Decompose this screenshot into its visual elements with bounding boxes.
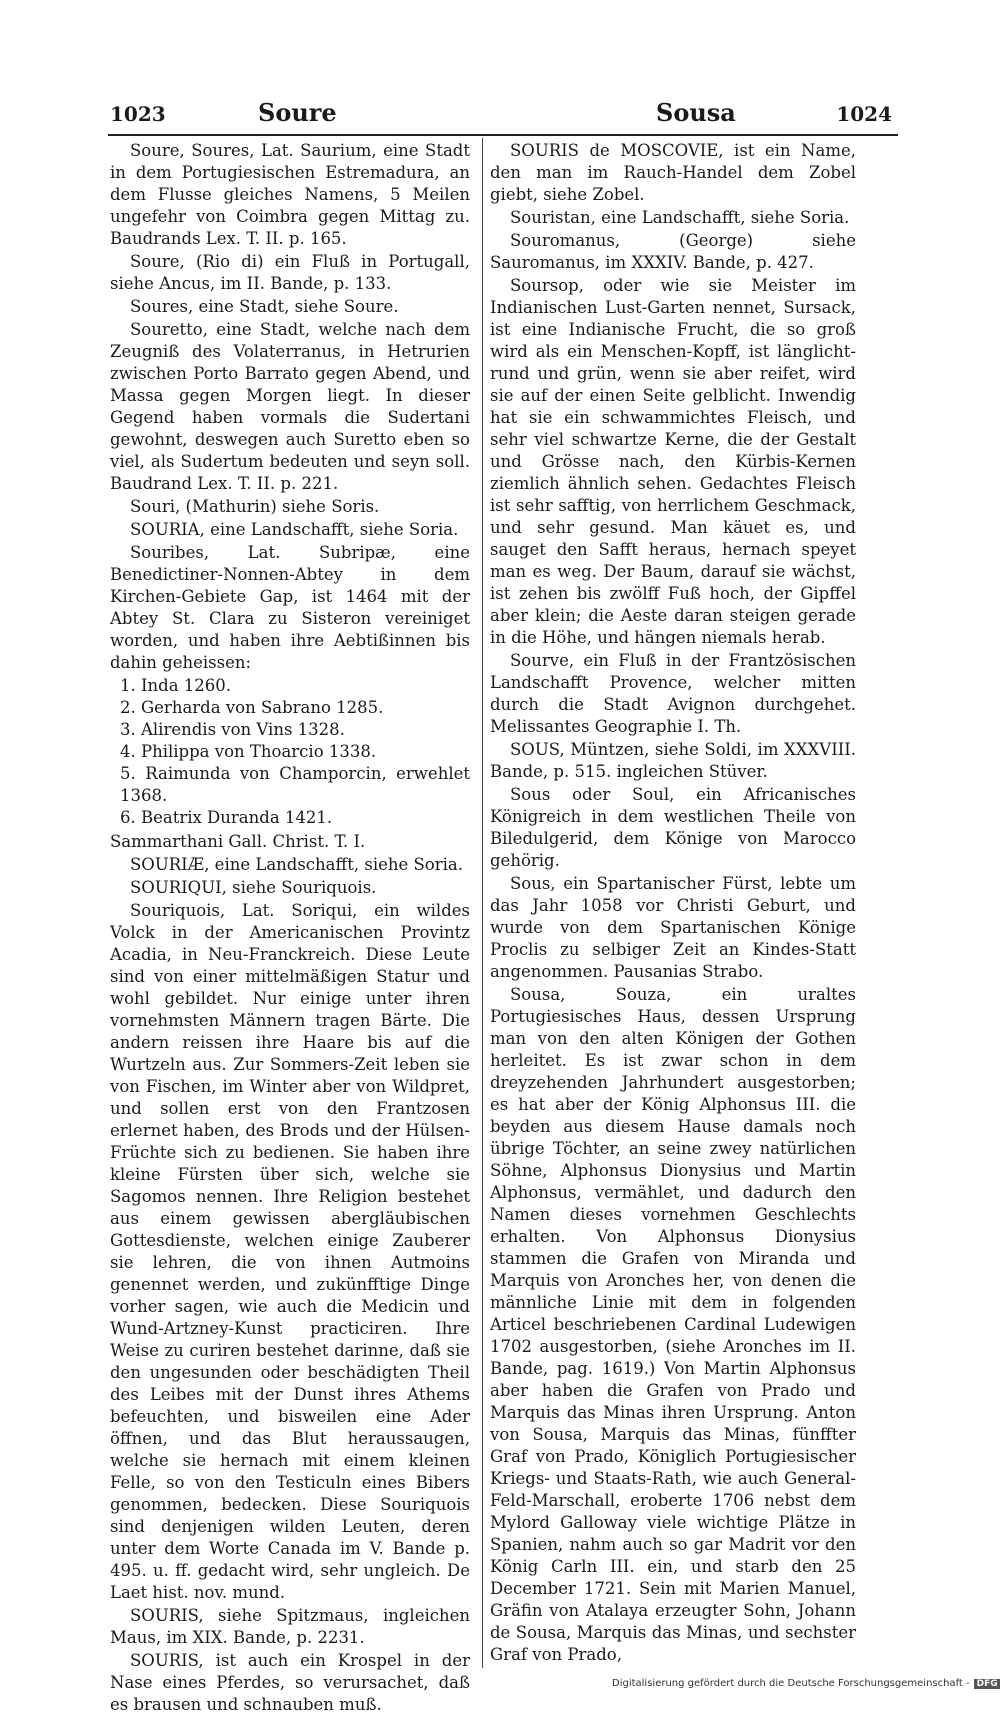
entry-soures: Soures, eine Stadt, siehe Soure. — [130, 297, 399, 316]
entry-souromanus: Souromanus, (George) siehe Sauromanus, im XXXIV. Bande, p. 427. — [490, 231, 856, 272]
entry-souribes: Souribes, Lat. Subripæ, eine Benedictiner-Nonnen-Abtey in dem Kirchen-Gebiete Gap, ist 1464 mit der Abtey St. Clara zu Sisteron vereiniget worden, und haben ihre Aebtißinnen bis dahin geheissen: — [110, 543, 470, 672]
entry-soure-rio: Soure, (Rio di) ein Fluß in Portugall, siehe Ancus, im II. Bande, p. 133. — [110, 252, 470, 293]
dfg-logo: DFG — [974, 1679, 1000, 1689]
entry-souris-moscovie: SOURIS de MOSCOVIE, ist ein Name, den man im Rauch-Handel dem Zobel giebt, siehe Zobel. — [490, 141, 856, 204]
entry-souris-nase: SOURIS, ist auch ein Krospel in der Nase eines Pferdes, so verursachet, daß es brausen und schnauben muß. — [110, 1651, 470, 1714]
page-number-right: 1024 — [836, 102, 892, 126]
entry-souretto: Souretto, eine Stadt, welche nach dem Zeugniß des Volaterranus, in Hetrurien zwischen Porto Barrato gegen Abend, und Massa gegen Morgen liegt. In dieser Gegend haben vormals die Sudertani gewohnt, deswegen auch Suretto eben so viel, als Sudertum bedeuten und seyn soll. Baudrand Lex. T. II. p. 221. — [110, 320, 470, 493]
list-item: 3. Alirendis von Vins 1328. — [120, 720, 345, 739]
entry-sous-koenigreich: Sous oder Soul, ein Africanisches Königreich in dem westlichen Theile von Biledulgerid, dem Könige von Marocco gehörig. — [490, 785, 856, 870]
right-column — [490, 140, 856, 1667]
list-item: 5. Raimunda von Champorcin, erwehlet 1368. — [120, 764, 470, 805]
list-item: 4. Philippa von Thoarcio 1338. — [120, 742, 377, 761]
entry-soursop: Soursop, oder wie sie Meister im Indianischen Lust-Garten nennet, Sursack, ist eine Indianische Frucht, die so groß wird als ein Menschen-Kopff, ist länglicht-rund und grün, wenn sie aber reifet, wird sie auf der einen Seite gelblicht. Inwendig hat sie ein schwammichtes Fleisch, und sehr viel schwartze Kerne, die der Gestalt und Grösse nach, den Kürbis-Kernen ziemlich ähnlich sehen. Gedachtes Fleisch ist sehr safftig, von herrlichem Geschmack, und sehr gesund. Man käuet es, und sauget den Safft heraus, hernach speyet man es weg. Der Baum, darauf sie wächst, ist zehen bis zwölff Fuß hoch, der Gipffel aber klein; die Aeste daran steigen gerade in die Höhe, und hängen niemals herab. — [490, 276, 856, 647]
entry-sousa: Sousa, Souza, ein uraltes Portugiesisches Haus, dessen Ursprung man von den alten Königen der Gothen herleitet. Es ist zwar schon in dem dreyzehenden Jahrhundert ausgestorben; es hat aber der König Alphonsus III. die beyden aus diesem Hause damals noch übrige Töchter, an seine zwey natürlichen Söhne, Alphonsus Dionysius und Martin Alphonsus, vermählet, und dadurch den Namen dieses vornehmen Geschlechts erhalten. Von Alphonsus Dionysius stammen die Grafen von Miranda und Marquis von Aronches her, von denen die männliche Linie mit dem in folgenden Articel beschriebenen Cardinal Ludewigen 1702 ausgestorben, (siehe Aronches im II. Bande, pag. 1619.) Von Martin Alphonsus aber haben die Grafen von Prado und Marquis das Minas ihren Ursprung. Anton von Sousa, Marquis das Minas, fünffter Graf von Prado, Königlich Portugiesischer Kriegs- und Staats-Rath, wie auch General-Feld-Marschall, eroberte 1706 nebst dem Mylord Galloway viele wichtige Plätze in Spanien, nahm auch so gar Madrit vor den König Carln III. ein, und starb den 25 December 1721. Sein mit Marien Manuel, Gräfin von Atalaya erzeugter Sohn, Johann de Sousa, Marquis das Minas, und sechster Graf von Prado, — [490, 985, 856, 1664]
list-item: 2. Gerharda von Sabrano 1285. — [120, 698, 384, 717]
list-item: 6. Beatrix Duranda 1421. — [120, 808, 333, 827]
left-column — [110, 140, 470, 1717]
footer-credit: Digitalisierung gefördert durch die Deutsche Forschungsgemeinschaft - — [612, 1678, 970, 1689]
entry-soure: Soure, Soures, Lat. Saurium, eine Stadt in dem Portugiesischen Estremadura, an dem Flusse gleiches Namens, 5 Meilen ungefehr von Coimbra gegen Mittag zu. Baudrands Lex. T. II. p. 165. — [110, 141, 470, 248]
digitization-footer — [612, 1678, 998, 1694]
page-header — [110, 96, 892, 136]
entry-souria: SOURIA, eine Landschafft, siehe Soria. — [130, 520, 459, 539]
entry-sous-muentzen: SOUS, Müntzen, siehe Soldi, im XXXVIII. Bande, p. 515. ingleichen Stüver. — [490, 740, 856, 781]
entry-souri: Souri, (Mathurin) siehe Soris. — [130, 497, 380, 516]
page-number-left: 1023 — [110, 102, 166, 126]
abbess-list — [110, 675, 470, 829]
list-item: 1. Inda 1260. — [120, 676, 232, 695]
entry-souriae: SOURIÆ, eine Landschafft, siehe Soria. — [130, 855, 463, 874]
catchword-left: Soure — [258, 98, 337, 127]
entry-souristan: Souristan, eine Landschafft, siehe Soria. — [510, 208, 850, 227]
entry-souris: SOURIS, siehe Spitzmaus, ingleichen Maus, im XIX. Bande, p. 2231. — [110, 1606, 470, 1647]
column-divider — [482, 138, 483, 1668]
source-sammarthani: Sammarthani Gall. Christ. T. I. — [110, 832, 366, 851]
entry-souriqui: SOURIQUI, siehe Souriquois. — [130, 878, 377, 897]
header-rule — [108, 134, 898, 136]
entry-sourve: Sourve, ein Fluß in der Frantzösischen Landschafft Provence, welcher mitten durch die Stadt Avignon durchgehet. Melissantes Geographie I. Th. — [490, 651, 856, 736]
catchword-right: Sousa — [656, 98, 736, 127]
entry-sous-fuerst: Sous, ein Spartanischer Fürst, lebte um das Jahr 1058 vor Christi Geburt, und wurde von dem Spartanischen Könige Proclis zu selbiger Zeit an Kindes-Statt angenommen. Pausanias Strabo. — [490, 874, 856, 981]
entry-souriquois: Souriquois, Lat. Soriqui, ein wildes Volck in der Americanischen Provintz Acadia, in Neu-Franckreich. Diese Leute sind von einer mittelmäßigen Statur und wohl gebildet. Nur einige unter ihren vornehmsten Männern tragen Bärte. Die andern reissen ihre Haare bis auf die Wurtzeln aus. Zur Sommers-Zeit leben sie von Fischen, im Winter aber von Wildpret, und sollen erst von den Frantzosen erlernet haben, des Brods und der Hülsen-Früchte sich zu bedienen. Sie haben ihre kleine Fürsten über sich, welche sie Sagomos nennen. Ihre Religion bestehet aus einem gewissen abergläubischen Gottesdienste, welchen einige Zauberer sie lehren, die von ihnen Autmoins genennet werden, und zukünfftige Dinge vorher sagen, wie auch die Medicin und Wund-Artzney-Kunst practiciren. Ihre Weise zu curiren bestehet darinne, daß sie den ungesunden oder beschädigten Theil des Leibes mit der Dunst ihres Athems befeuchten, und bisweilen eine Ader öffnen, und das Blut heraussaugen, welche sie hernach mit einem kleinen Felle, so von den Testiculn eines Bibers genommen, bedecken. Diese Souriquois sind denjenigen wilden Leuten, deren unter dem Worte Canada im V. Bande p. 495. u. ff. gedacht wird, sehr ungleich. De Laet hist. nov. mund. — [110, 901, 470, 1602]
